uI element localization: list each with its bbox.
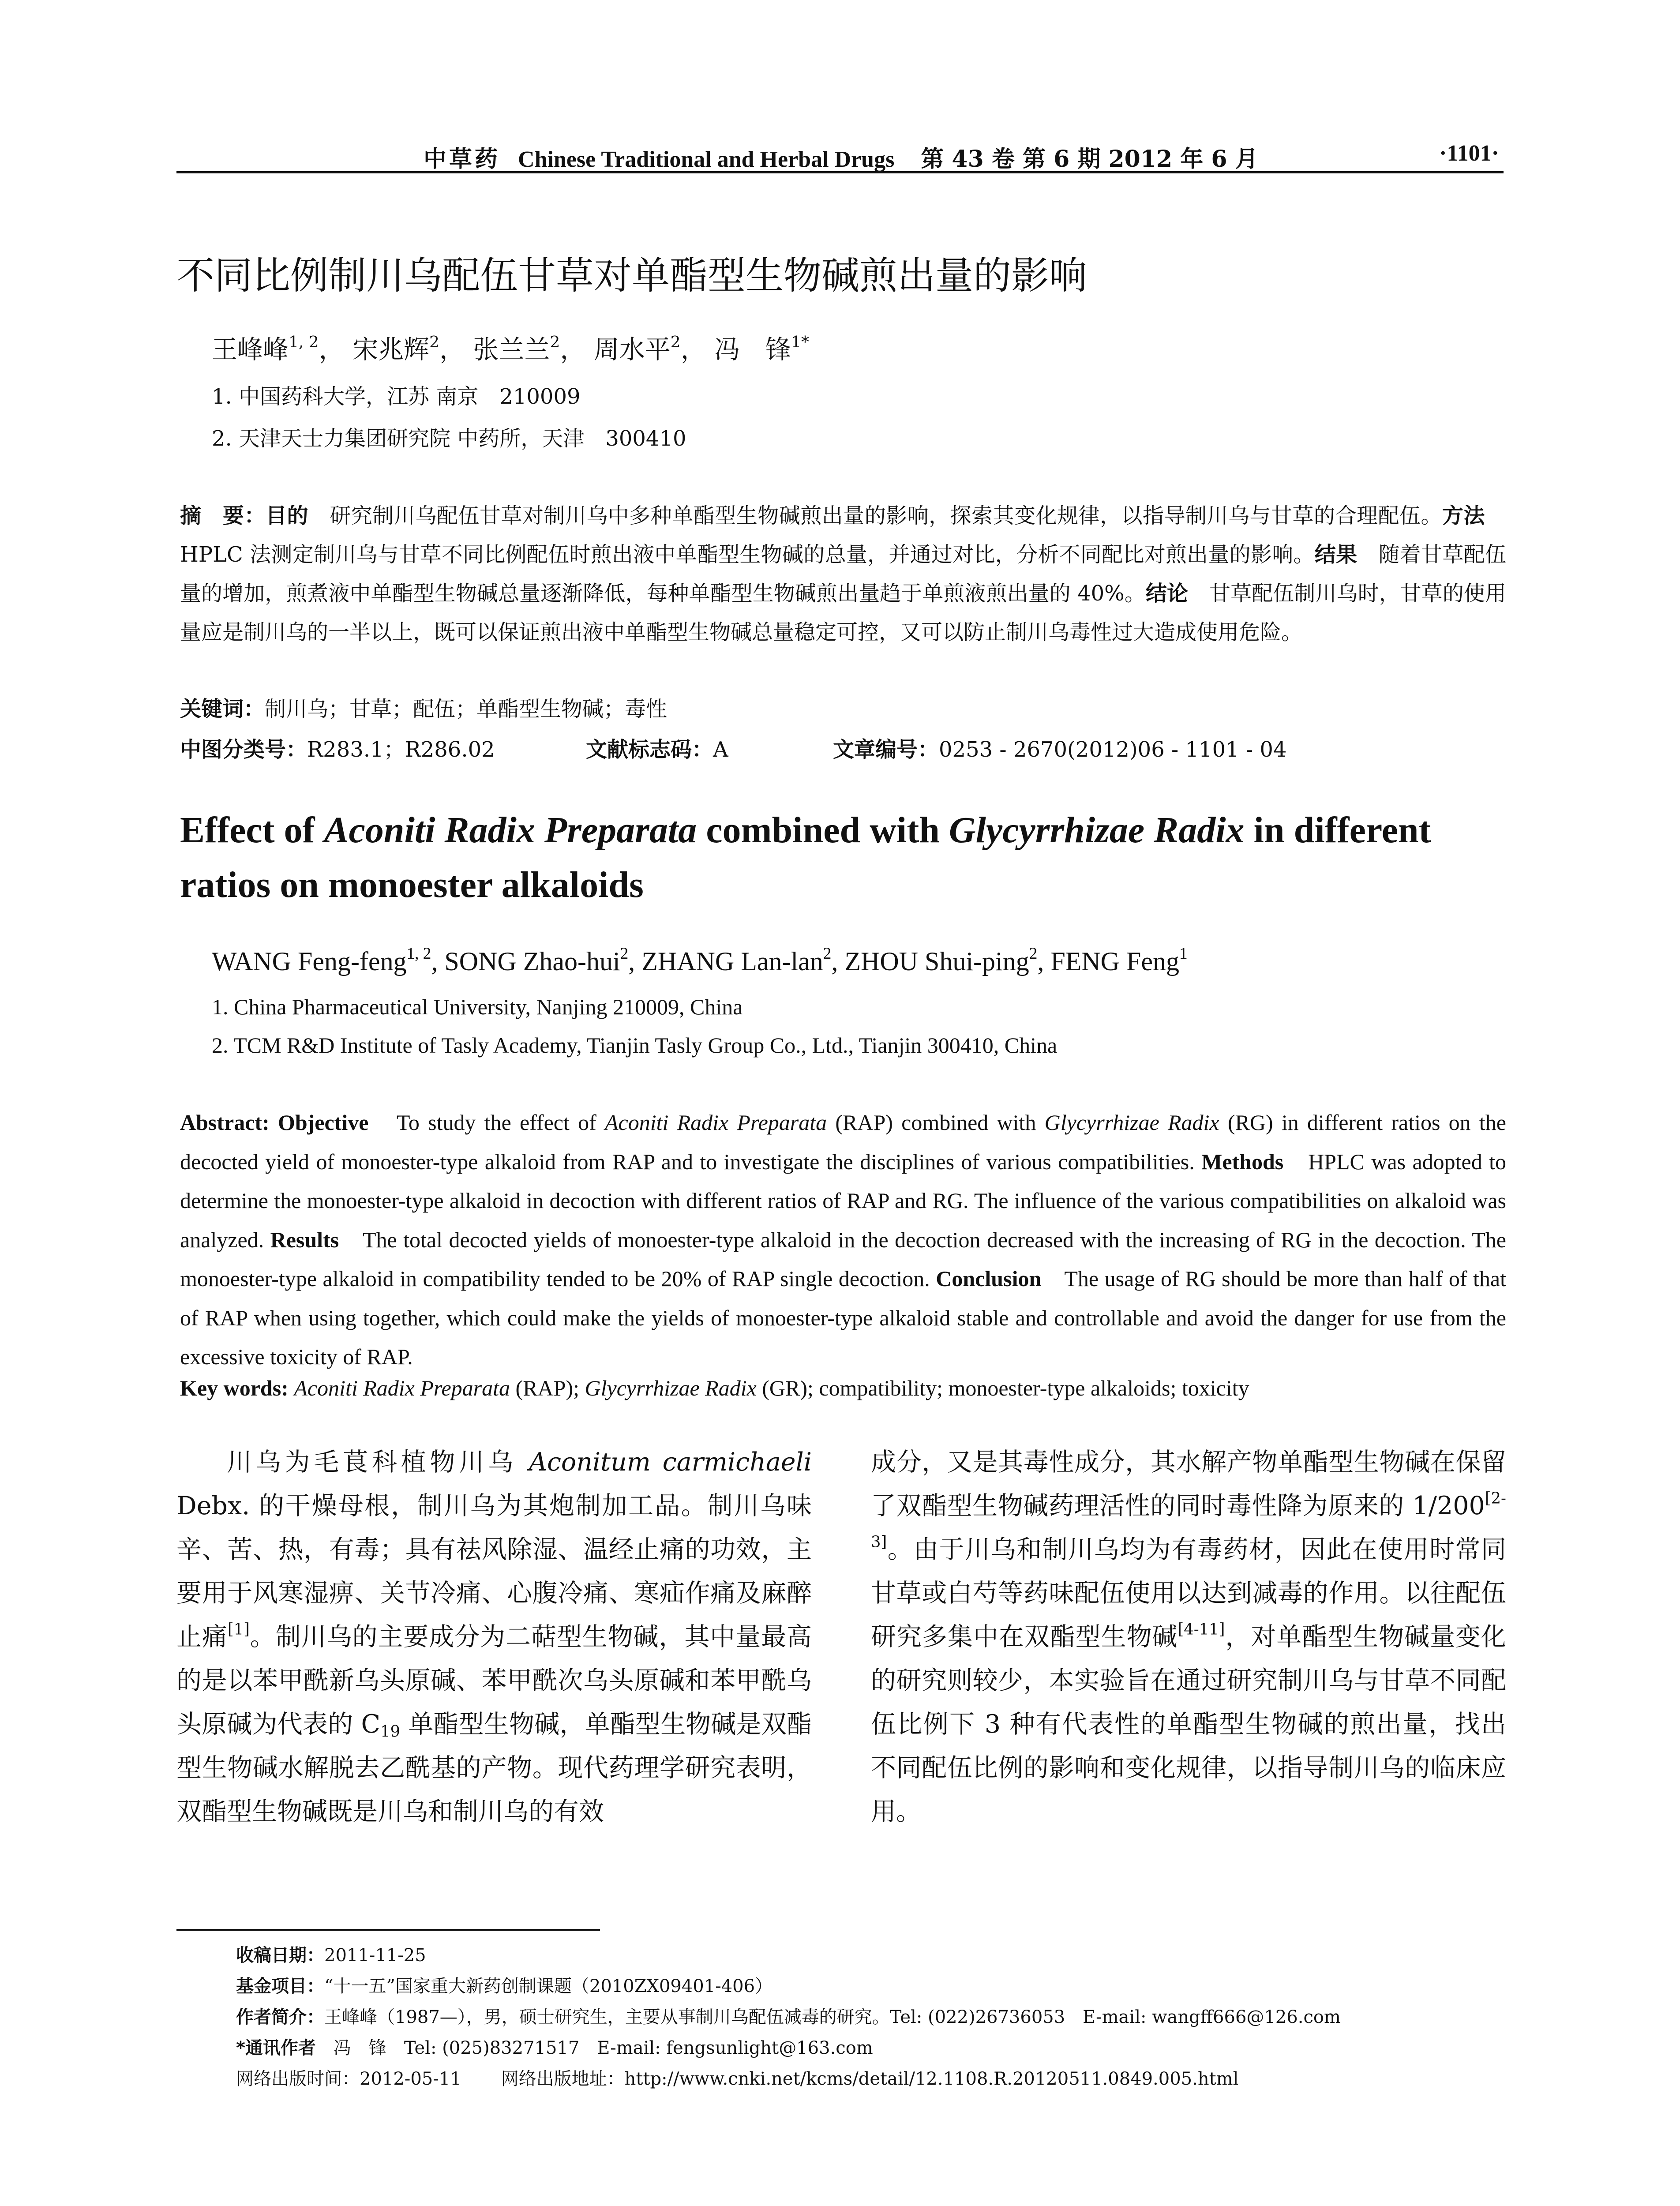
footnote-label: 收稿日期： <box>236 1945 324 1966</box>
footnote-label: 作者简介： <box>236 2007 324 2027</box>
classification-line <box>180 732 1506 763</box>
author-affil: 2 <box>550 333 560 351</box>
author-affil: 2 <box>823 944 832 963</box>
english-abstract <box>180 1103 1506 1377</box>
chinese-affiliation-2: 2. 天津天士力集团研究院 中药所，天津 300410 <box>212 426 686 451</box>
separator: ， <box>319 334 345 364</box>
author-name: FENG Feng <box>1050 947 1179 976</box>
conclusion-label: Conclusion <box>936 1266 1042 1291</box>
objective-text: To study the effect of <box>368 1110 605 1135</box>
separator: , <box>1037 947 1051 976</box>
footnote-corresponding <box>236 2034 873 2059</box>
keyword-italic: Glycyrrhizae Radix <box>585 1376 757 1400</box>
author-name: 王峰峰 <box>212 334 289 364</box>
chinese-affiliation-1: 1. 中国药科大学，江苏 南京 210009 <box>212 384 581 409</box>
results-text: The total decocted yields of monoester-type alkaloid in the decoction decreased with the increasing of RG in the decoction. The monoester-type alkaloid in compatibility tended to be 20% of RAP single decoction. <box>180 1227 1506 1291</box>
english-affiliation-2: 2. TCM R&D Institute of Tasly Academy, Tianjin Tasly Group Co., Ltd., Tianjin 300410, China <box>212 1033 1058 1058</box>
body-text: 。制川乌的主要成分为二萜型生物碱，其中量最高的是以苯甲酰新乌头原碱、苯甲酰次乌头原碱和苯甲酰乌头原碱为代表的 C <box>176 1622 812 1739</box>
species-name: Aconitum carmichaeli <box>529 1448 812 1477</box>
separator: ， <box>560 334 586 364</box>
methods-text: HPLC was adopted to determine the monoester-type alkaloid in decoction with different ratios of RAP and RG. The influence of the various compatibilities on alkaloid was analyzed. <box>180 1149 1507 1252</box>
body-text: 川乌为毛茛科植物川乌 <box>227 1448 529 1477</box>
footnote-text: 冯 锋 Tel: (025)83271517 E-mail: fengsunlight@163.com <box>315 2038 873 2058</box>
separator: ， <box>680 334 706 364</box>
footnote-label: 网络出版地址： <box>501 2069 625 2089</box>
methods-label: Methods <box>1201 1149 1284 1174</box>
footnote-text: 2011-11-25 <box>324 1945 426 1966</box>
results-text: 随着甘草配伍量的增加，煎煮液中单酯型生物碱总量逐渐降低，每种单酯型生物碱煎出量趋于单煎液煎出量的 40%。 <box>180 542 1506 606</box>
body-text: ，对单酯型生物碱量变化的研究则较少，本实验旨在通过研究制川乌与甘草不同配伍比例下 3 种有代表性的单酯型生物碱的煎出量，找出不同配伍比例的影响和变化规律，以指导制川乌的临床应用。 <box>871 1622 1507 1826</box>
doc-code-value: A <box>713 737 728 762</box>
author-affil: 2 <box>1029 944 1038 963</box>
english-affiliation-1: 1. China Pharmaceutical University, Nanjing 210009, China <box>212 994 743 1019</box>
footnote-text: “十一五”国家重大新药创制课题（2010ZX09401-406） <box>324 1976 773 1996</box>
author-name: 张兰兰 <box>473 334 550 364</box>
online-url[interactable]: http://www.cnki.net/kcms/detail/12.1108.R.20120511.0849.005.html <box>624 2069 1239 2089</box>
keyword-text: (GR); compatibility; monoester-type alkaloids; toxicity <box>756 1376 1249 1400</box>
title-part: Effect of <box>180 810 324 851</box>
conclusion-text: The usage of RG should be more than half of that of RAP when using together, which could make the yields of monoester-type alkaloid stable and controllable and avoid the danger for use from the excessive toxicity of RAP. <box>180 1266 1507 1369</box>
running-header <box>176 140 1504 173</box>
keywords-label: 关键词： <box>180 697 265 721</box>
chinese-abstract <box>180 496 1506 652</box>
citation: [1] <box>227 1620 250 1639</box>
title-part: combined with <box>697 810 949 851</box>
body-text: 单酯型生物碱，单酯型生物碱是双酯型生物碱水解脱去乙酰基的产物。现代药理学研究表明，双酯型生物碱既是川乌和制川乌的有效 <box>176 1710 812 1826</box>
author-name: ZHANG Lan-lan <box>641 947 823 976</box>
objective-label: 目的 <box>265 503 308 528</box>
keyword-italic: Aconiti Radix Preparata <box>294 1376 510 1400</box>
separator: , <box>628 947 642 976</box>
objective-italic: Aconiti Radix Preparata <box>604 1110 827 1135</box>
results-label: 结果 <box>1314 542 1358 567</box>
subscript: 19 <box>380 1722 401 1741</box>
title-italic: Aconiti Radix Preparata <box>324 810 697 851</box>
objective-text: (RAP) combined with <box>827 1110 1045 1135</box>
keywords-text: 制川乌；甘草；配伍；单酯型生物碱；毒性 <box>265 697 668 721</box>
conclusion-text: 甘草配伍制川乌时，甘草的使用量应是制川乌的一半以上，既可以保证煎出液中单酯型生物碱总量稳定可控，又可以防止制川乌毒性过大造成使用危险。 <box>180 581 1506 645</box>
chinese-authors <box>212 329 809 366</box>
journal-logo: 中草药 <box>424 146 501 173</box>
english-keywords <box>180 1375 1249 1401</box>
separator: ， <box>439 334 465 364</box>
author-name: 冯 锋 <box>714 334 791 364</box>
footnote-divider <box>176 1929 600 1931</box>
separator: , <box>831 947 845 976</box>
chinese-keywords <box>180 692 667 722</box>
journal-name: Chinese Traditional and Herbal Drugs <box>518 147 895 172</box>
objective-label: Objective <box>278 1110 369 1135</box>
body-column-left <box>176 1441 812 1834</box>
author-affil: 1 <box>1179 944 1188 963</box>
footnote-label: 基金项目： <box>236 1976 324 1996</box>
footnote-text: 2012-05-11 <box>360 2069 461 2089</box>
footnote-author-bio <box>236 2003 1341 2028</box>
footnote-funding <box>236 1972 772 1997</box>
author-affil: 2 <box>670 333 681 351</box>
author-name: 宋兆辉 <box>352 334 430 364</box>
author-affil: 2 <box>620 944 629 963</box>
article-no-value: 0253 - 2670(2012)06 - 1101 - 04 <box>939 737 1287 762</box>
footnote-label: *通讯作者 <box>236 2038 316 2058</box>
english-title <box>180 803 1506 912</box>
abstract-label: 摘 要： <box>180 503 266 528</box>
author-affil: 2 <box>429 333 439 351</box>
methods-label: 方法 <box>1442 503 1485 528</box>
objective-italic: Glycyrrhizae Radix <box>1044 1110 1219 1135</box>
footnote-label: 网络出版时间： <box>236 2069 360 2089</box>
author-name: 周水平 <box>593 334 671 364</box>
separator: , <box>431 947 445 976</box>
chinese-title: 不同比例制川乌配伍甘草对单酯型生物碱煎出量的影响 <box>176 254 1087 298</box>
footnote-text: 王峰峰（1987—），男，硕士研究生，主要从事制川乌配伍减毒的研究。Tel: (022)26736053 E-mail: wangff666@126.com <box>324 2007 1341 2027</box>
body-column-right <box>871 1441 1506 1834</box>
author-affil: 1* <box>791 333 809 351</box>
author-affil: 1, 2 <box>406 944 431 963</box>
results-label: Results <box>270 1227 339 1252</box>
page-number: ·1101· <box>1439 141 1499 166</box>
english-authors <box>212 946 1188 977</box>
title-part: in different ratios on monoester alkaloids <box>180 810 1431 905</box>
author-affil: 1, 2 <box>289 333 319 351</box>
doc-code-label: 文献标志码： <box>586 737 713 762</box>
objective-text: 研究制川乌配伍甘草对制川乌中多种单酯型生物碱煎出量的影响，探索其变化规律，以指导制川乌与甘草的合理配伍。 <box>308 503 1442 528</box>
body-text: 成分，又是其毒性成分，其水解产物单酯型生物碱在保留了双酯型生物碱药理活性的同时毒性降为原来的 1/200 <box>871 1448 1506 1520</box>
abstract-label: Abstract: <box>180 1110 278 1135</box>
methods-text: HPLC 法测定制川乌与甘草不同比例配伍时煎出液中单酯型生物碱的总量，并通过对比，分析不同配比对煎出量的影响。 <box>180 503 1506 567</box>
issue-info: 第 43 卷 第 6 期 2012 年 6 月 <box>921 146 1258 173</box>
clc-value: R283.1；R286.02 <box>307 737 495 762</box>
clc-label: 中图分类号： <box>180 737 308 762</box>
author-name: WANG Feng-feng <box>212 947 407 976</box>
body-text: 。由于川乌和制川乌均为有毒药材，因此在使用时常同甘草或白芍等药味配伍使用以达到减毒的作用。以往配伍研究多集中在双酯型生物碱 <box>871 1535 1506 1651</box>
journal-info <box>424 140 1258 173</box>
author-name: ZHOU Shui-ping <box>844 947 1029 976</box>
article-no-label: 文章编号： <box>833 737 939 762</box>
keyword-text: (RAP); <box>510 1376 585 1400</box>
objective-text: (RG) in different ratios on the decocted yield of monoester-type alkaloid from RAP and to investigate the disciplines of various compatibilities. <box>180 1110 1506 1174</box>
citation: [4-11] <box>1178 1620 1225 1639</box>
author-name: SONG Zhao-hui <box>444 947 620 976</box>
footnote-online <box>236 2065 1238 2090</box>
title-italic: Glycyrrhizae Radix <box>949 810 1245 851</box>
citation: [2-3] <box>871 1489 1506 1551</box>
body-text: Debx. 的干燥母根，制川乌为其炮制加工品。制川乌味辛、苦、热，有毒；具有祛风除湿、温经止痛的功效，主要用于风寒湿痹、关节冷痛、心腹冷痛、寒疝作痛及麻醉止痛 <box>176 1491 812 1651</box>
conclusion-label: 结论 <box>1145 581 1189 606</box>
keywords-label: Key words: <box>180 1376 294 1400</box>
footnote-received <box>236 1941 426 1966</box>
